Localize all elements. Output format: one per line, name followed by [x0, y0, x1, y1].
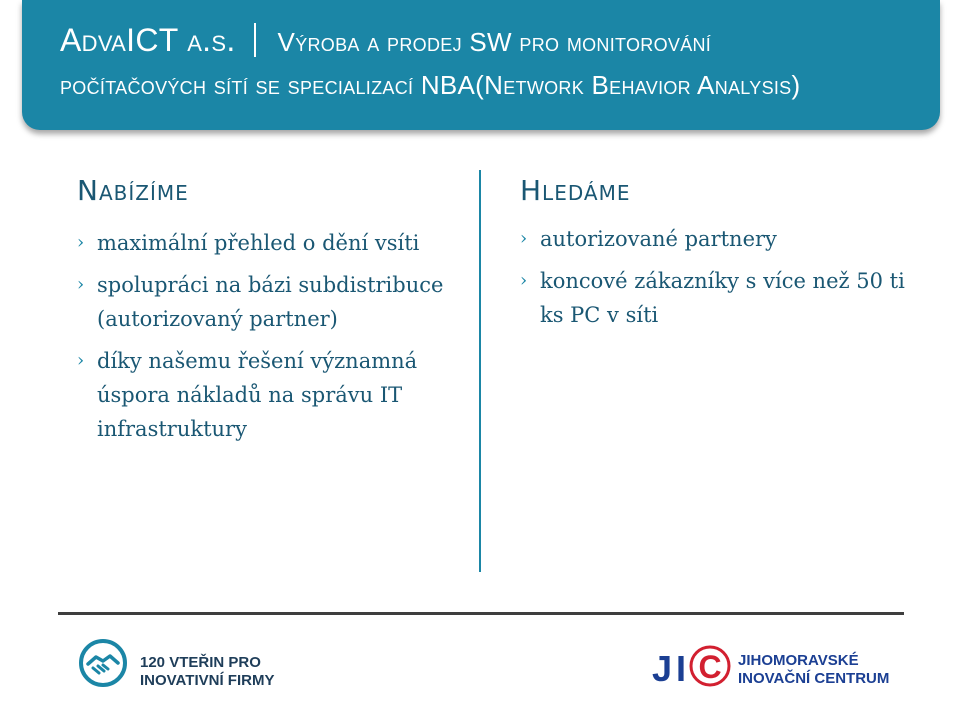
bullet-chevron-icon: › [77, 350, 85, 371]
logo-right-line-2: INOVAČNÍ CENTRUM [738, 670, 890, 687]
list-item-text: koncové zákazníky s více než 50 ti ks PC v síti [540, 269, 905, 327]
list-item-text: spolupráci na bázi subdistribuce (autorizovaný partner) [97, 273, 444, 331]
list-item [77, 344, 457, 446]
offer-list [77, 226, 457, 454]
logo-left-line-1: 120 VTEŘIN PRO [140, 654, 261, 671]
logo-right-text [738, 652, 889, 688]
seek-heading: Hledáme [520, 174, 631, 207]
jic-mark-i: I [676, 648, 687, 689]
title-banner [22, 0, 940, 130]
list-item [77, 226, 457, 260]
bullet-chevron-icon: › [520, 228, 528, 249]
handshake-icon [78, 638, 128, 688]
bullet-chevron-icon: › [520, 270, 528, 291]
list-item [520, 264, 910, 332]
title-line-2: počítačových sítí se specializací NBA(Network Behavior Analysis) [60, 70, 801, 100]
title-line-1 [60, 22, 711, 59]
title-separator [254, 23, 256, 57]
logo-jic [652, 640, 912, 700]
seek-list [520, 222, 910, 340]
logo-left-line-2: INOVATIVNÍ FIRMY [140, 672, 275, 689]
bullet-chevron-icon: › [77, 274, 85, 295]
company-name: AdvaICT a.s. [60, 22, 236, 58]
list-item [520, 222, 910, 256]
logo-right-line-1: JIHOMORAVSKÉ [738, 652, 859, 669]
logo-120-vterin [78, 638, 298, 698]
list-item-text: autorizované partnery [540, 227, 777, 251]
list-item [77, 268, 457, 336]
footer-divider [58, 612, 904, 615]
offer-heading: Nabízíme [77, 174, 189, 207]
list-item-text: maximální přehled o dění vsíti [97, 231, 420, 255]
title-description: Výroba a prodej SW pro monitorování [277, 27, 712, 57]
jic-mark-c: C [698, 649, 722, 685]
list-item-text: díky našemu řešení významná úspora nákladů na správu IT infrastruktury [97, 349, 418, 441]
bullet-chevron-icon: › [77, 232, 85, 253]
jic-mark-j: J [652, 648, 673, 689]
column-divider [479, 170, 481, 572]
logo-left-text [140, 654, 274, 690]
jic-c-icon [688, 642, 732, 690]
